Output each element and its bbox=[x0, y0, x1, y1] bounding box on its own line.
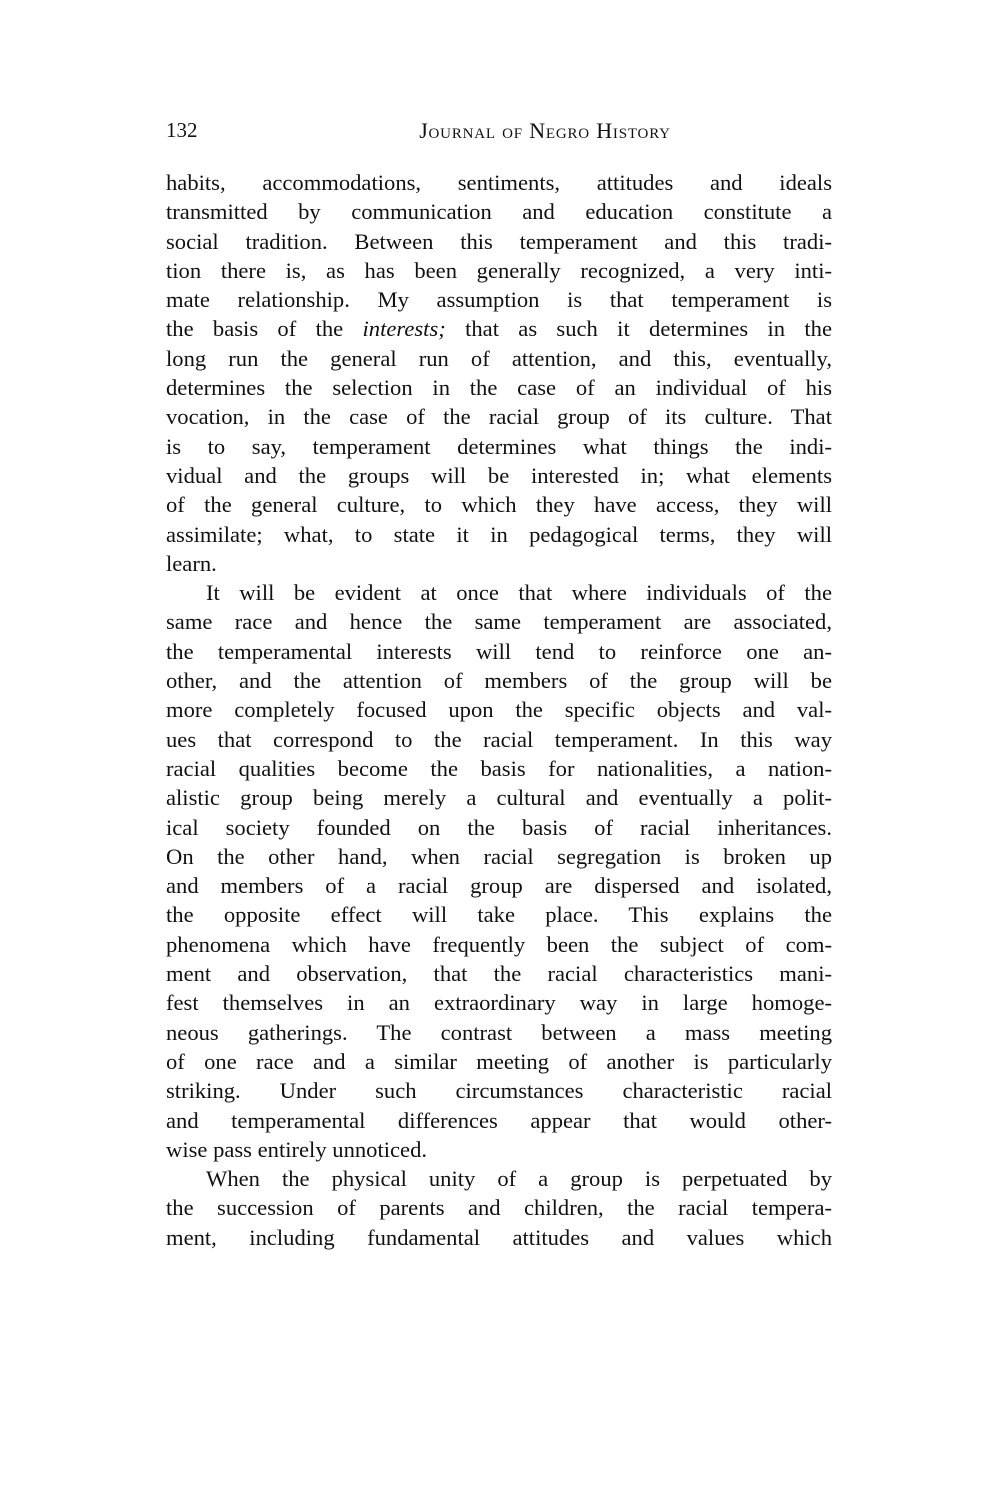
text-line: same race and hence the same temperament are associated, bbox=[166, 609, 832, 635]
text-line: assimilate; what, to state it in pedagogical terms, they will bbox=[166, 521, 832, 547]
text-line: On the other hand, when racial segregation is broken up bbox=[166, 843, 832, 869]
text-line: ues that correspond to the racial temperament. In this way bbox=[166, 726, 832, 752]
text-line: neous gatherings. The contrast between a mass meeting bbox=[166, 1019, 832, 1045]
text-line: learn. bbox=[166, 550, 217, 576]
text-line: vocation, in the case of the racial group of its culture. That bbox=[166, 404, 832, 430]
text-line: When the physical unity of a group is perpetuated by bbox=[206, 1166, 832, 1192]
text-line: ment and observation, that the racial characteristics mani- bbox=[166, 961, 832, 987]
paragraph bbox=[166, 168, 832, 578]
text-line: ment, including fundamental attitudes and values which bbox=[166, 1224, 832, 1250]
text-line: the succession of parents and children, the racial tempera- bbox=[166, 1195, 832, 1221]
body-text bbox=[166, 168, 832, 1252]
text-line: the opposite effect will take place. This explains the bbox=[166, 902, 832, 928]
running-header bbox=[166, 114, 832, 148]
journal-title: Journal of Negro History bbox=[419, 118, 671, 143]
text-line: wise pass entirely unnoticed. bbox=[166, 1136, 428, 1162]
text-line: social tradition. Between this temperament and this tradi- bbox=[166, 228, 832, 254]
text-line: of the general culture, to which they have access, they will bbox=[166, 492, 832, 518]
text-line: of one race and a similar meeting of another is particularly bbox=[166, 1048, 832, 1074]
emphasis: interests; bbox=[362, 316, 446, 342]
text-line: other, and the attention of members of the group will be bbox=[166, 668, 832, 694]
text-line: ical society founded on the basis of racial inheritances. bbox=[166, 814, 832, 840]
text-line: fest themselves in an extraordinary way in large homoge- bbox=[166, 990, 832, 1016]
text-line: transmitted by communication and education constitute a bbox=[166, 199, 832, 225]
text-line: phenomena which have frequently been the subject of com- bbox=[166, 931, 832, 957]
text-line: is to say, temperament determines what things the indi- bbox=[166, 433, 832, 459]
page-number: 132 bbox=[166, 118, 198, 142]
text-line: more completely focused upon the specific objects and val- bbox=[166, 697, 832, 723]
text-line: It will be evident at once that where individuals of the bbox=[206, 580, 832, 606]
text-line: mate relationship. My assumption is that temperament is bbox=[166, 287, 832, 313]
text-line: vidual and the groups will be interested in; what elements bbox=[166, 462, 832, 488]
text-line: alistic group being merely a cultural and eventually a polit- bbox=[166, 785, 832, 811]
text-line: striking. Under such circumstances characteristic racial bbox=[166, 1078, 832, 1104]
text-line: the basis of the interests; that as such it determines in the bbox=[166, 316, 832, 342]
text-line: long run the general run of attention, and this, eventually, bbox=[166, 345, 832, 371]
text-line: tion there is, as has been generally recognized, a very inti- bbox=[166, 257, 832, 283]
text-line: and temperamental differences appear that would other- bbox=[166, 1107, 832, 1133]
text-line: the temperamental interests will tend to reinforce one an- bbox=[166, 638, 832, 664]
paragraph bbox=[166, 1164, 832, 1252]
text-line: determines the selection in the case of an individual of his bbox=[166, 375, 832, 401]
paragraph bbox=[166, 578, 832, 1164]
text-line: habits, accommodations, sentiments, attitudes and ideals bbox=[166, 170, 832, 195]
text-line: and members of a racial group are dispersed and isolated, bbox=[166, 873, 832, 899]
text-line: racial qualities become the basis for nationalities, a nation- bbox=[166, 755, 832, 781]
